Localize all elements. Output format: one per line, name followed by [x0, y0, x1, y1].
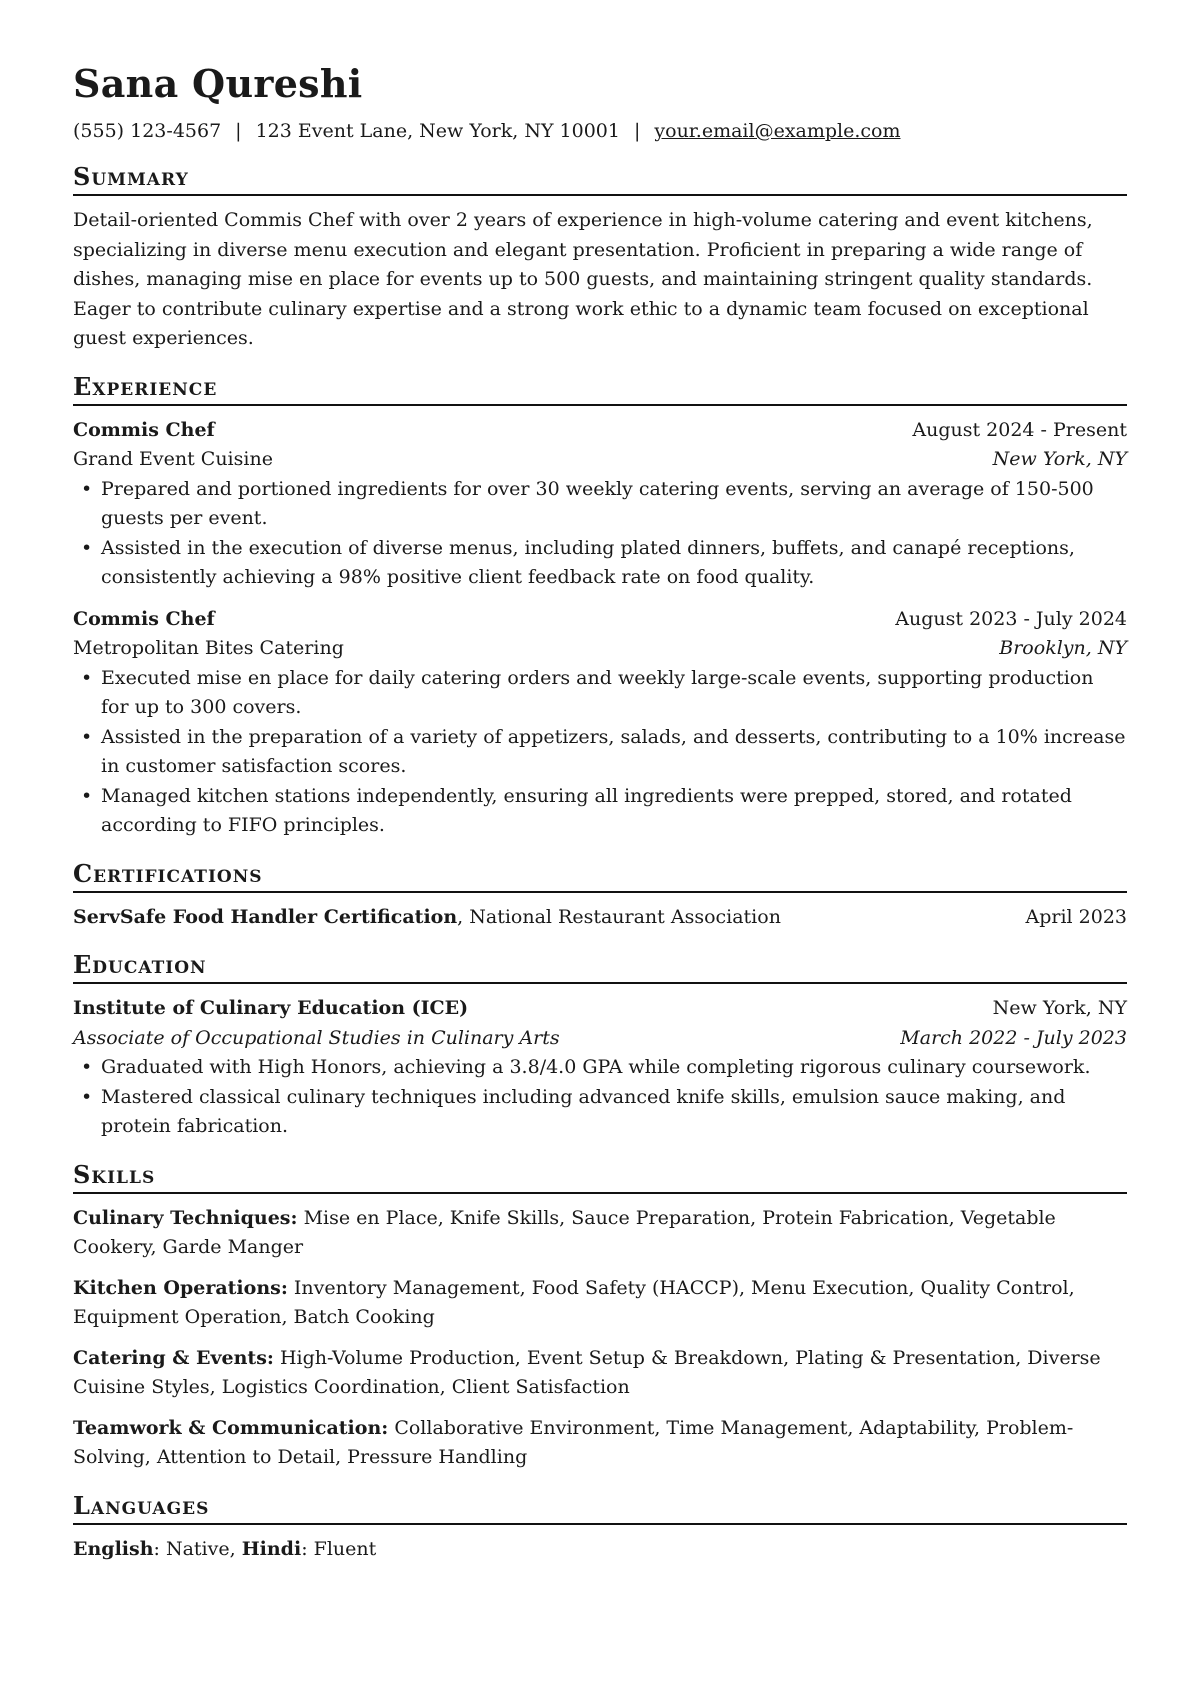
education-bullets — [73, 1053, 1127, 1142]
certification-issuer: , National Restaurant Association — [457, 905, 781, 928]
job-entry — [73, 605, 1127, 841]
section-title-summary: Summary — [73, 162, 1127, 196]
job-bullets — [73, 475, 1127, 593]
job-bullets — [73, 664, 1127, 841]
job-title: Commis Chef — [73, 418, 215, 441]
certification-name: ServSafe Food Handler Certification — [73, 905, 458, 928]
resume-page — [73, 58, 1127, 1564]
language-level: : Native, — [153, 1537, 242, 1560]
skill-line — [73, 1274, 1127, 1333]
summary-text: Detail-oriented Commis Chef with over 2 years of experience in high-volume catering and event kitchens, specializing in diverse menu execution and elegant presentation. Proficient in preparing a wide range of dishes, managing mise en place for events up to 500 guests, and maintaining stringent quality standards. Eager to contribute culinary expertise and a strong work ethic to a dynamic team focused on exceptional guest experiences. — [73, 209, 1093, 349]
list-item: • Assisted in the execution of diverse menus, including plated dinners, buffets, and canapé receptions, consistently achieving a 98% positive client feedback rate on food quality. — [73, 534, 1127, 593]
company-name: Metropolitan Bites Catering — [73, 637, 344, 659]
list-item: • Graduated with High Honors, achieving a 3.8/4.0 GPA while completing rigorous culinary coursework. — [73, 1053, 1127, 1083]
job-title: Commis Chef — [73, 607, 215, 630]
language-name: Hindi — [241, 1537, 302, 1560]
job-dates: August 2024 - Present — [912, 418, 1127, 441]
contact-line — [73, 118, 1127, 144]
section-title-education: Education — [73, 950, 1127, 984]
certification-entry — [73, 903, 1127, 933]
company-name: Grand Event Cuisine — [73, 448, 273, 470]
list-item: • Mastered classical culinary techniques including advanced knife skills, emulsion sauce making, and protein fabrication. — [73, 1083, 1127, 1142]
languages-line — [73, 1535, 1127, 1565]
education-entry — [73, 994, 1127, 1142]
certification-date: April 2023 — [1025, 905, 1127, 928]
list-item: • Assisted in the preparation of a variety of appetizers, salads, and desserts, contributing to a 10% increase in customer satisfaction scores. — [73, 723, 1127, 782]
language-name: English — [73, 1537, 154, 1560]
job-dates: August 2023 - July 2024 — [895, 607, 1127, 630]
skill-label: Catering & Events: — [73, 1346, 274, 1369]
school-location: New York, NY — [992, 997, 1127, 1019]
skill-items: Collaborative Environment, Time Management, Adaptability, Problem-Solving, Attention to Detail, Pressure Handling — [73, 1416, 1074, 1468]
phone: (555) 123-4567 — [73, 120, 222, 142]
language-level: : Fluent — [301, 1537, 377, 1560]
skill-items: Inventory Management, Food Safety (HACCP), Menu Execution, Quality Control, Equipment Operation, Batch Cooking — [73, 1276, 1075, 1328]
skill-label: Culinary Techniques: — [73, 1206, 298, 1229]
skill-label: Kitchen Operations: — [73, 1276, 288, 1299]
section-title-languages: Languages — [73, 1491, 1127, 1525]
skill-items: High-Volume Production, Event Setup & Breakdown, Plating & Presentation, Diverse Cuisine Styles, Logistics Coordination, Client Satisfaction — [73, 1346, 1101, 1398]
skill-label: Teamwork & Communication: — [73, 1416, 389, 1439]
section-title-experience: Experience — [73, 372, 1127, 406]
skill-line — [73, 1414, 1127, 1473]
skill-items: Mise en Place, Knife Skills, Sauce Preparation, Protein Fabrication, Vegetable Cookery, Garde Manger — [73, 1206, 1056, 1258]
list-item: • Prepared and portioned ingredients for over 30 weekly catering events, serving an average of 150-500 guests per event. — [73, 475, 1127, 534]
degree: Associate of Occupational Studies in Culinary Arts — [73, 1026, 560, 1049]
separator: | — [235, 120, 242, 142]
separator: | — [633, 120, 641, 142]
list-item: • Managed kitchen stations independently, ensuring all ingredients were prepped, stored, and rotated according to FIFO principles. — [73, 782, 1127, 841]
section-title-certifications: Certifications — [73, 859, 1127, 893]
list-item: • Executed mise en place for daily catering orders and weekly large-scale events, supporting production for up to 300 covers. — [73, 664, 1127, 723]
job-location: New York, NY — [992, 448, 1127, 470]
education-dates: March 2022 - July 2023 — [900, 1026, 1127, 1049]
skill-line — [73, 1344, 1127, 1403]
job-location: Brooklyn, NY — [999, 637, 1127, 659]
section-title-skills: Skills — [73, 1160, 1127, 1194]
address: 123 Event Lane, New York, NY 10001 — [255, 120, 620, 142]
skill-line — [73, 1204, 1127, 1263]
email-link[interactable]: your.email@example.com — [654, 120, 901, 142]
job-entry — [73, 416, 1127, 593]
school-name: Institute of Culinary Education (ICE) — [73, 997, 469, 1019]
candidate-name: Sana Qureshi — [73, 61, 363, 106]
